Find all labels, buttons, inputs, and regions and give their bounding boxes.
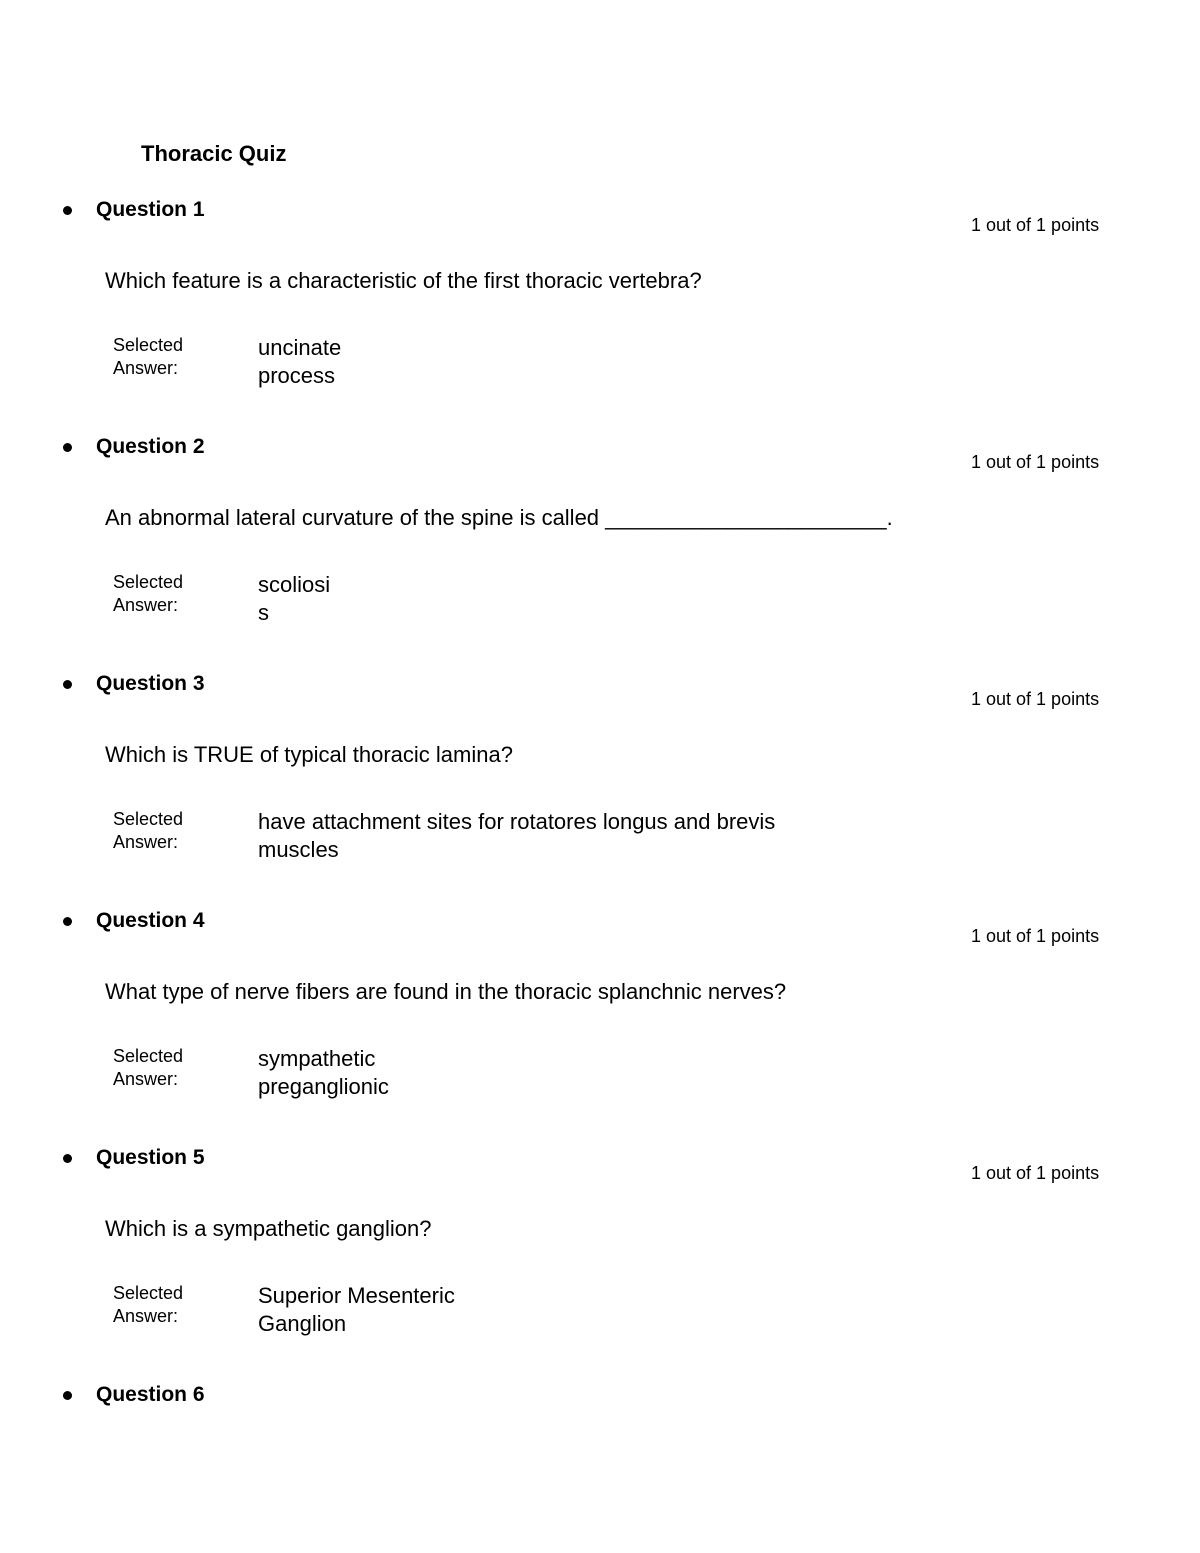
- points-score: 1 out of 1 points: [971, 215, 1100, 235]
- bullet-icon: [63, 443, 72, 452]
- selected-answer-label: Selected Answer:: [113, 1283, 184, 1326]
- bullet-icon: [63, 1154, 72, 1163]
- points-score: 1 out of 1 points: [971, 926, 1100, 946]
- question-2: [0, 437, 1200, 674]
- selected-answer-label: Selected Answer:: [113, 1046, 184, 1089]
- bullet-icon: [63, 917, 72, 926]
- question-title: Question 6: [96, 1383, 205, 1406]
- question-text: Which is TRUE of typical thoracic lamina?: [105, 742, 513, 767]
- question-title: Question 2: [96, 435, 205, 458]
- question-title: Question 1: [96, 198, 205, 221]
- selected-answer-label: Selected Answer:: [113, 335, 184, 378]
- question-title: Question 3: [96, 672, 205, 695]
- question-1: [0, 200, 1200, 437]
- selected-answer-value: uncinate process: [258, 335, 342, 388]
- bullet-icon: [63, 680, 72, 689]
- question-text: An abnormal lateral curvature of the spine is called _______________________.: [105, 505, 893, 530]
- question-text: Which is a sympathetic ganglion?: [105, 1216, 432, 1241]
- selected-answer-value: Superior Mesenteric Ganglion: [258, 1283, 455, 1336]
- question-title: Question 5: [96, 1146, 205, 1169]
- selected-answer-value: sympathetic preganglionic: [258, 1046, 389, 1099]
- page-title: Thoracic Quiz: [141, 141, 287, 166]
- question-6: [0, 1385, 1200, 1445]
- points-score: 1 out of 1 points: [971, 689, 1100, 709]
- bullet-icon: [63, 1391, 72, 1400]
- question-text: What type of nerve fibers are found in the thoracic splanchnic nerves?: [105, 979, 787, 1004]
- selected-answer-label: Selected Answer:: [113, 572, 184, 615]
- points-score: 1 out of 1 points: [971, 452, 1100, 472]
- selected-answer-value: have attachment sites for rotatores longus and brevis muscles: [258, 809, 776, 862]
- question-text: Which feature is a characteristic of the first thoracic vertebra?: [105, 268, 702, 293]
- bullet-icon: [63, 206, 72, 215]
- selected-answer-label: Selected Answer:: [113, 809, 184, 852]
- question-4: [0, 911, 1200, 1148]
- question-title: Question 4: [96, 909, 205, 932]
- points-score: 1 out of 1 points: [971, 1163, 1100, 1183]
- question-3: [0, 674, 1200, 911]
- question-5: [0, 1148, 1200, 1385]
- selected-answer-value: scoliosis: [258, 572, 331, 625]
